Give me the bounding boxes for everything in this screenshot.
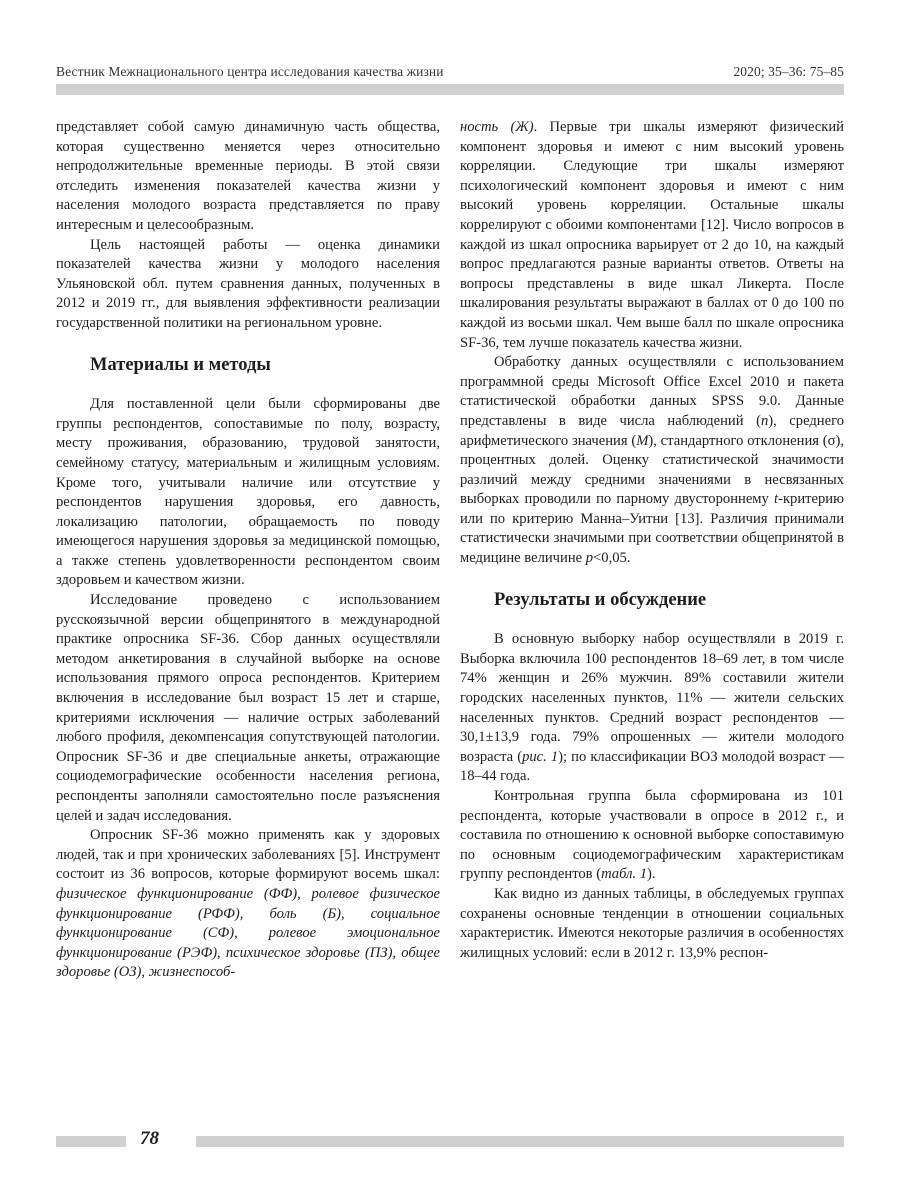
stats-text-2: ), среднего арифметического значения (: [460, 412, 844, 449]
stats-text-1: Обработку данных осуществляли с использованием программной среды Microsoft Office Excel 2010 и пакета статистической обработки данных SPSS 9.0. Данные представлены в виде числа наблюдений (: [460, 354, 844, 429]
symbol-p: p: [585, 550, 594, 567]
stats-text-4: -критерию или по критерию Манна–Уитни [13]. Различия принимали статистически значимыми при соответствии общепринятой в медицине величине: [460, 491, 844, 567]
paragraph-scales-continued: [460, 118, 844, 353]
figure-reference: рис. 1: [522, 748, 559, 765]
table-reference: табл. 1: [601, 866, 648, 883]
sample-text-2: ); по классификации ВОЗ молодой возраст — 18–44 года.: [460, 748, 844, 785]
scales-text: . Первые три шкалы измеряют физический компонент здоровья и имеют с ним высокий уровень корреляции. Следующие три шкалы измеряют психологический компонент здоровья и имеют с ним высокий уровень корреляции. Остальные шкалы коррелируют с обоими компонентами [12]. Число вопросов в каждой из шкал опросника варьирует от 2 до 10, на каждый вопрос предлагаются разные варианты ответов. Ответы на вопросы представлены в виде шкал Ликерта. После шкалирования результаты выражают в баллах от 0 до 100 по каждой из восьми шкал. Чем выше балл по шкале опросника SF-36, тем лучше показатель качества жизни.: [460, 119, 844, 351]
footer-rule-right: [196, 1136, 844, 1147]
control-text-2: ).: [647, 866, 656, 883]
section-heading-results: Результаты и обсуждение: [494, 589, 707, 610]
paragraph-questionnaire: Исследование проведено с использованием русскоязычной версии общепринятого в международной практике опросника SF-36. Сбор данных осуществляли методом анкетирования в случайной выборке на основе использования прямого опроса респондентов. Критерием включения в исследование был возраст 15 лет и старше, критериями исключения — наличие острых заболеваний любого профиля, декомпенсация сопутствующей патологии. Опросник SF-36 и две специальные анкеты, отражающие социодемографические особенности населения региона, респонденты заполняли самостоятельно после разъяснения целей и задач исследования.: [56, 592, 440, 824]
issue-citation: 2020; 35–36: 75–85: [733, 64, 844, 79]
left-column: [56, 118, 440, 983]
journal-title: Вестник Межнационального центра исследования качества жизни: [56, 64, 444, 79]
paragraph-intro-continued: представляет собой самую динамичную часть общества, которая существенно меняется через относительно непродолжительные временные периоды. В этой связи отследить изменения показателей качества жизни у населения молодого возраста представляется по праву интересным и целесообразным.: [56, 119, 440, 233]
paragraph-control-group: [460, 787, 844, 885]
paragraph-statistics: [460, 353, 844, 569]
symbol-m: M: [636, 432, 649, 449]
paragraph-sample: [460, 630, 844, 787]
symbol-t: t: [774, 491, 779, 508]
sf36-text: Опросник SF-36 можно применять как у здоровых людей, так и при хронических заболеваниях [5]. Инструмент состоит из 36 вопросов, которые формируют восемь шкал:: [56, 827, 440, 883]
section-heading-methods: Материалы и методы: [90, 354, 271, 375]
page-number: 78: [140, 1128, 159, 1149]
sf36-scales-italic: физическое функционирование (ФФ), ролевое физическое функционирование (РФФ), боль (Б), социальное функционирование (СФ), ролевое эмоциональное функционирование (РЭФ), психическое здоровье (ПЗ), общее здоровье (ОЗ), жизнеспособ-: [56, 885, 440, 981]
footer-rule-left: [56, 1136, 126, 1147]
paragraph-groups: Для поставленной цели были сформированы две группы респондентов, сопоставимые по полу, возрасту, месту проживания, образованию, трудовой занятости, семейному статусу, материальным и жилищным условиям. Кроме того, учитывали наличие или отсутствие у респондентов нарушения здоровья, его давность, локализацию патологии, обращаемость по поводу имеющегося нарушения здоровья за медицинской помощью, а также степень удовлетворенности респондентом своим здоровьем и качеством жизни.: [56, 396, 440, 589]
right-column: [460, 118, 844, 963]
header-rule: [56, 84, 844, 95]
paragraph-sf36: [56, 826, 440, 983]
scale-zh-italic: ность (Ж): [460, 119, 534, 135]
stats-text-3: ), стандартного отклонения (σ), процентных долей. Оценку статистической значимости различий между средними значениями в несвязанных выборках проводили по парному двустороннему: [460, 432, 844, 508]
stats-text-5: <0,05.: [593, 550, 631, 567]
sample-text-1: В основную выборку набор осуществляли в 2019 г. Выборка включила 100 респондентов 18–69 лет, в том числе 74% женщин и 26% мужчин. 89% составили жители городских населенных пунктов, 11% — жители сельских населенных пунктов. Средний возраст респондентов — 30,1±13,9 года. 79% опрошенных — жители молодого возраста (: [460, 631, 844, 765]
paragraph-aim: Цель настоящей работы — оценка динамики показателей качества жизни у молодого населения Ульяновской обл. путем сравнения данных, полученных в 2012 и 2019 гг., для выявления эффективности реализации государственной политики на региональном уровне.: [56, 236, 440, 331]
control-text-1: Контрольная группа была сформирована из 101 респондента, которые участвовали в опросе в 2012 г., и составила по отношению к основной выборке сопоставимую по основным социодемографическим характеристикам группу респондентов (: [460, 788, 844, 883]
paragraph-table-discussion: Как видно из данных таблицы, в обследуемых группах сохранены основные тенденции в отношении социальных характеристик. Имеются некоторые различия в особенностях жилищных условий: если в 2012 г. 13,9% респон-: [460, 885, 844, 961]
symbol-n: n: [760, 412, 769, 429]
